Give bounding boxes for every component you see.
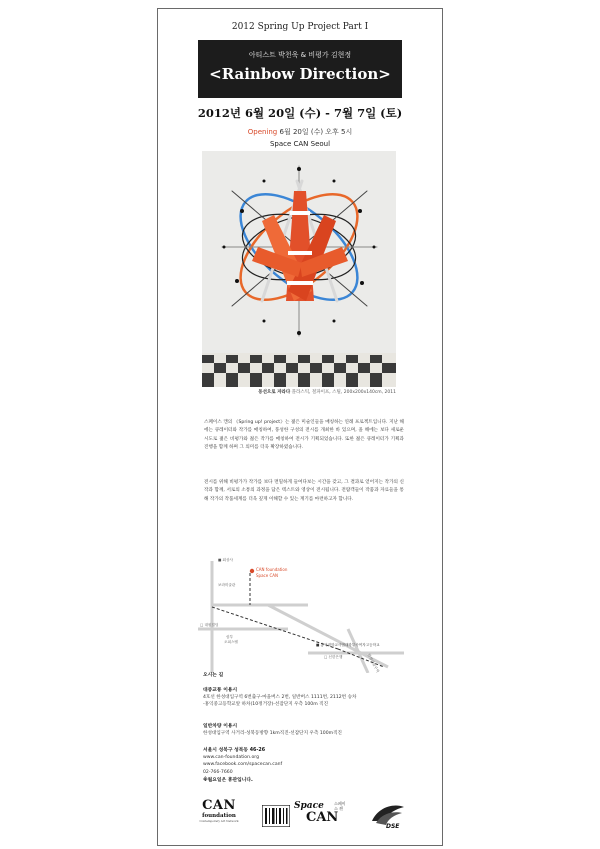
map-label-left2: 삼부: [226, 635, 233, 639]
car-line: 한성대입구역 사거리-성북동방향 1km직진-선잠단지 우측 100m직진: [203, 731, 342, 737]
map-label-left1: □ 대원빌딩: [200, 623, 219, 627]
exhibition-dates: 2012년 6월 20일 (수) - 7월 7일 (토): [197, 106, 403, 120]
opening-info: [158, 127, 442, 137]
map-roads: [198, 557, 404, 673]
space-can-logo: Space CAN 스페이스 캔: [294, 801, 346, 825]
directions-title: 오시는 길: [203, 673, 224, 678]
sponsor-logos: [188, 799, 414, 833]
location-pin-icon: [250, 569, 254, 573]
title-banner: [198, 40, 402, 98]
venue: Space CAN Seoul: [269, 140, 331, 148]
map-label-branch: □ 신한은행: [324, 655, 343, 659]
address: 서울시 성북구 성북동 46-26: [203, 748, 266, 753]
opening-label: Opening: [247, 128, 278, 136]
intro-paragraph-2: 전시를 위해 비평가가 작가를 보다 면밀하게 들여다보는 시간을 갖고, 그 결과로 얻어지는 작가의 신작과 함께, 서로의 소통의 과정을 담은 텍스트와 영상이 전시됩니다. 전람객들이 작품과 자료들을 통해 작가의 작품세계를 더욱 깊게 이해할 수 있는 계기를 마련하고자 합니다.: [204, 480, 404, 502]
map-label-road: 한성대입구역: [366, 653, 380, 674]
project-title: 2012 Spring Up Project Part I: [231, 22, 369, 32]
website-link[interactable]: www.can-foundation.org: [203, 755, 259, 761]
contact-block: [203, 747, 403, 776]
phone: 02-766-7660: [203, 769, 233, 775]
exhibition-title: <Rainbow Direction>: [209, 65, 391, 83]
closing-note: ※월요일은 휴관입니다.: [203, 778, 253, 783]
map-label-foundation: CAN foundation: [256, 567, 288, 572]
caption-detail: 플라스틱, 철파이프, 스틸, 200x200x140cm, 2011: [291, 390, 396, 395]
artwork-caption: [202, 389, 396, 395]
map-label-left3: 오피스텔: [224, 640, 238, 644]
transit-directions: [203, 687, 403, 709]
banner-subtitle: 아티스트 박천욱 & 비평가 김현정: [248, 51, 352, 59]
map-label-shop: ■ 회상사: [218, 558, 233, 562]
artwork-image: [202, 151, 396, 387]
map-label-school: 보라미술관: [218, 583, 236, 587]
transit-title: 대중교통 이용시: [203, 688, 238, 693]
transit-line: 4호선 한성대입구역 6번출구-마을버스 2번, 일반버스 1111번, 2112번 승차: [203, 695, 357, 701]
can-foundation-logo: CAN foundation Contemporary Art Network: [199, 798, 239, 823]
checker-floor: [202, 353, 396, 387]
caption-title: 동선으로 자라다: [258, 390, 291, 395]
map-label-center: ■ 홍익대학교사범대학부속여자고등학교: [316, 643, 380, 647]
dse-logo: [368, 801, 408, 833]
map-label-space: Space CAN: [256, 573, 278, 578]
car-directions: [203, 723, 403, 737]
car-title: 일반차량 이용시: [203, 724, 238, 729]
dse-text: DSE: [386, 823, 400, 830]
poster: [157, 8, 443, 846]
transit-line: -홍익중고등학교앞 하차(10정거장)-선잠단지 우측 100m 직진: [203, 702, 329, 708]
barcode-logo-icon: [262, 805, 290, 827]
facebook-link[interactable]: www.facebook.com/spacecan.canf: [203, 762, 283, 768]
intro-paragraph: 스페이스 캔의 《Spring up! project》는 젊은 미술인들을 매칭하는 연례 프로젝트입니다. 지난 해에는 큐레이터와 작가를 매칭하여, 풍성한 구성의 전시를 개최한 바 있으며, 올 해에는 보다 새로운 시도로 젊은 비평가와 젊은 작가를 매칭하여 전시가 기획되었습니다. 또한 젊은 큐레이터가 기획과 진행을 함께 하며 그 의미를 더욱 확장하였습니다.: [204, 420, 404, 450]
location-map: [198, 557, 404, 673]
opening-time: 6월 20일 (수) 오후 5시: [279, 128, 353, 136]
